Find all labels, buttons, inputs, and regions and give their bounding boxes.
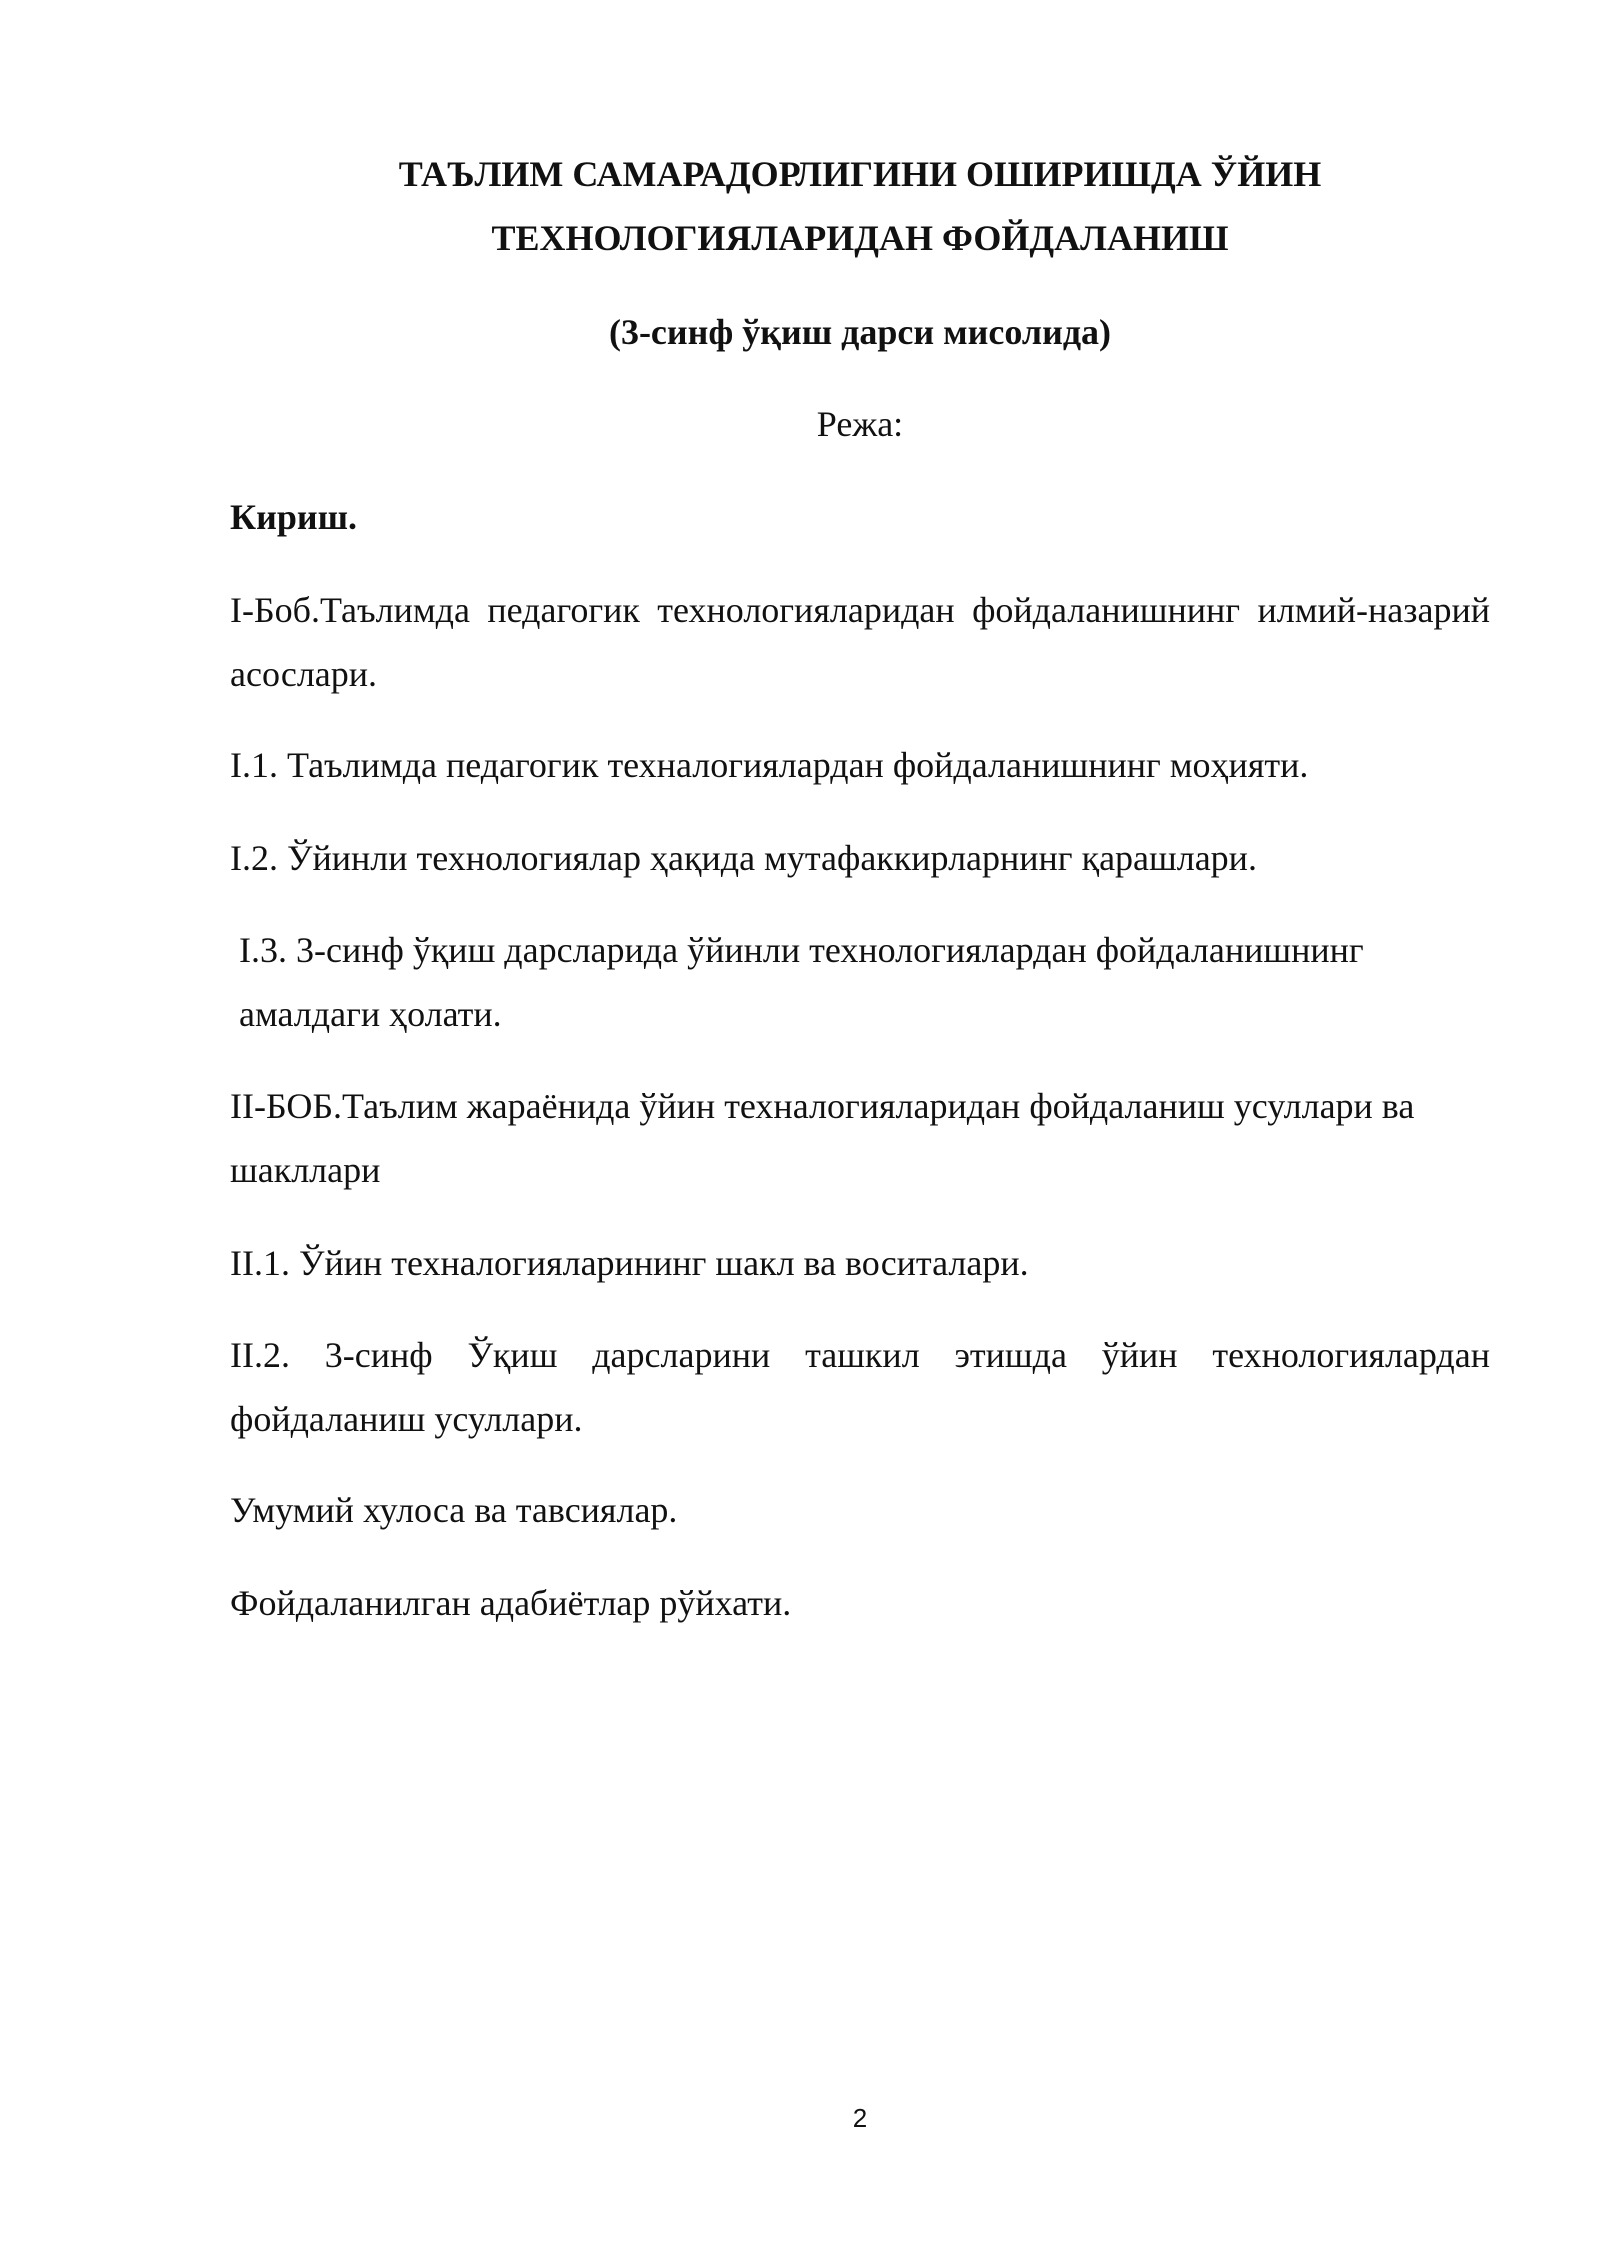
plan-item-chapter-2: II-БОБ.Таълим жараёнида ўйин техналогияларидан фойдаланиш усуллари ва шакллари: [230, 1086, 1415, 1190]
plan-item-section-1-2: I.2. Ўйинли технологиялар ҳақида мутафаккирларнинг қарашлари.: [230, 838, 1257, 878]
plan-item-introduction: Кириш.: [230, 497, 358, 537]
plan-heading: Режа:: [816, 404, 904, 444]
plan-item-section-2-1: II.1. Ўйин техналогияларининг шакл ва воситалари.: [230, 1243, 1029, 1283]
document-title: ТАЪЛИМ САМАРАДОРЛИГИНИ ОШИРИШДА ЎЙИН ТЕХНОЛОГИЯЛАРИДАН ФОЙДАЛАНИШ: [398, 154, 1322, 258]
plan-item-section-1-3: I.3. 3-синф ўқиш дарсларида ўйинли технологиялардан фойдаланишнинг амалдаги ҳолати.: [239, 930, 1364, 1034]
plan-item-chapter-1: I-Боб.Таълимда педагогик технологияларидан фойдаланишнинг илмий-назарий асослари.: [230, 590, 1490, 694]
document-subtitle: (3-синф ўқиш дарси мисолида): [608, 312, 1112, 352]
plan-item-section-2-2: II.2. 3-синф Ўқиш дарсларини ташкил этишда ўйин технологиялардан фойдаланиш усуллари.: [230, 1335, 1490, 1439]
plan-item-references: Фойдаланилган адабиётлар рўйхати.: [230, 1583, 792, 1623]
page-number: 2: [852, 2103, 868, 2133]
plan-item-conclusion: Умумий хулоса ва тавсиялар.: [230, 1490, 678, 1530]
plan-item-section-1-1: I.1. Таълимда педагогик техналогиялардан фойдаланишнинг моҳияти.: [230, 745, 1309, 785]
